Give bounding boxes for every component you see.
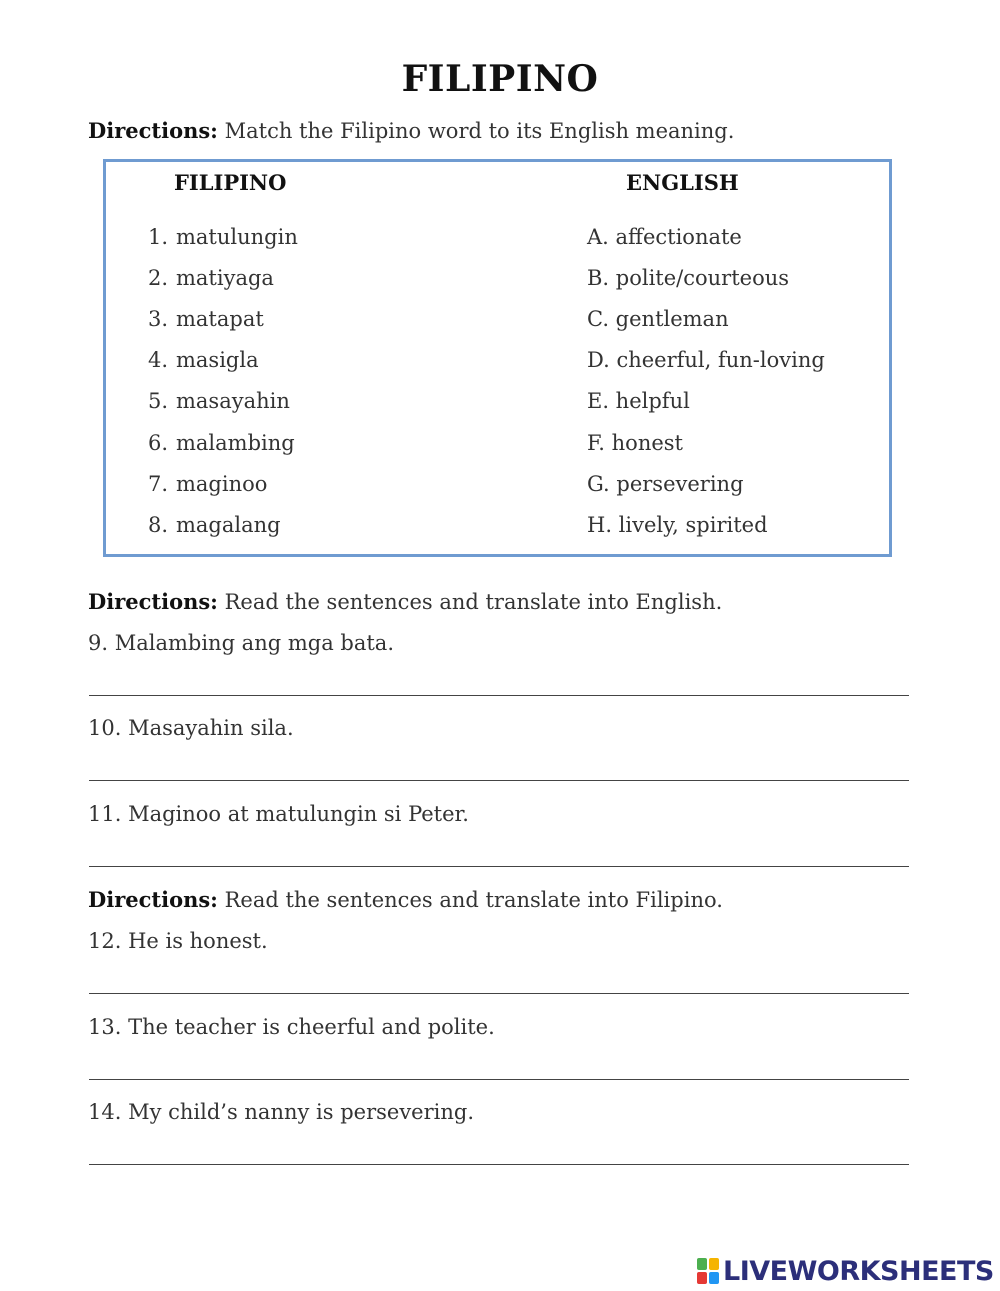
filipino-item-word: masigla (176, 348, 259, 373)
question-10: 10. Masayahin sila. (88, 716, 294, 740)
filipino-item-word: magalang (176, 512, 281, 537)
answer-line-10[interactable] (89, 780, 909, 781)
answer-line-12[interactable] (89, 993, 909, 994)
directions-text: Read the sentences and translate into Filipino. (217, 888, 723, 912)
filipino-item (140, 348, 259, 372)
filipino-item (140, 472, 267, 496)
liveworksheets-logo (697, 1256, 994, 1286)
filipino-item-number: 4. (147, 348, 168, 373)
filipino-item-number: 7. (147, 471, 168, 496)
filipino-item (140, 225, 298, 249)
filipino-item-word: matiyaga (176, 266, 274, 291)
filipino-item-word: malambing (176, 430, 295, 455)
directions-translate-filipino (88, 887, 723, 912)
directions-label: Directions: (88, 118, 218, 143)
english-column-header: ENGLISH (626, 170, 739, 195)
directions-matching (88, 118, 734, 143)
question-14: 14. My child’s nanny is persevering. (88, 1100, 475, 1124)
directions-label: Directions: (88, 887, 218, 912)
directions-translate-english (88, 589, 722, 614)
filipino-item-number: 2. (147, 266, 168, 291)
filipino-item-number: 8. (147, 512, 168, 537)
filipino-item-number: 1. (147, 225, 168, 249)
english-item: G. persevering (587, 471, 744, 496)
answer-line-9[interactable] (89, 695, 909, 696)
english-item: D. cheerful, fun-loving (587, 348, 825, 373)
filipino-item-word: masayahin (176, 389, 290, 414)
question-11: 11. Maginoo at matulungin si Peter. (88, 802, 469, 826)
answer-line-13[interactable] (89, 1079, 909, 1080)
filipino-item (140, 513, 281, 537)
answer-line-14[interactable] (89, 1164, 909, 1165)
english-item: C. gentleman (587, 307, 729, 332)
filipino-item-number: 6. (147, 430, 168, 455)
liveworksheets-logo-icon (697, 1258, 719, 1284)
directions-text: Match the Filipino word to its English meaning. (217, 119, 735, 143)
directions-label: Directions: (88, 589, 218, 614)
filipino-item-number: 3. (147, 307, 168, 332)
filipino-item-word: maginoo (176, 471, 268, 496)
question-9: 9. Malambing ang mga bata. (88, 631, 394, 655)
filipino-item (140, 389, 290, 413)
question-13: 13. The teacher is cheerful and polite. (88, 1015, 495, 1039)
english-item: E. helpful (587, 389, 690, 414)
liveworksheets-logo-text: LIVEWORKSHEETS (723, 1255, 994, 1287)
english-item: B. polite/courteous (587, 266, 790, 291)
english-item: A. affectionate (587, 225, 742, 249)
filipino-column-header: FILIPINO (174, 170, 287, 195)
filipino-item (140, 307, 264, 331)
filipino-item-word: matapat (176, 307, 264, 332)
filipino-item (140, 266, 274, 290)
answer-line-11[interactable] (89, 866, 909, 867)
question-12: 12. He is honest. (88, 929, 268, 953)
filipino-item (140, 431, 295, 455)
page-title: FILIPINO (401, 58, 599, 100)
filipino-item-number: 5. (147, 389, 168, 414)
filipino-item-word: matulungin (176, 225, 298, 249)
directions-text: Read the sentences and translate into English. (217, 590, 723, 614)
english-item: H. lively, spirited (587, 512, 768, 537)
english-item: F. honest (587, 430, 683, 455)
